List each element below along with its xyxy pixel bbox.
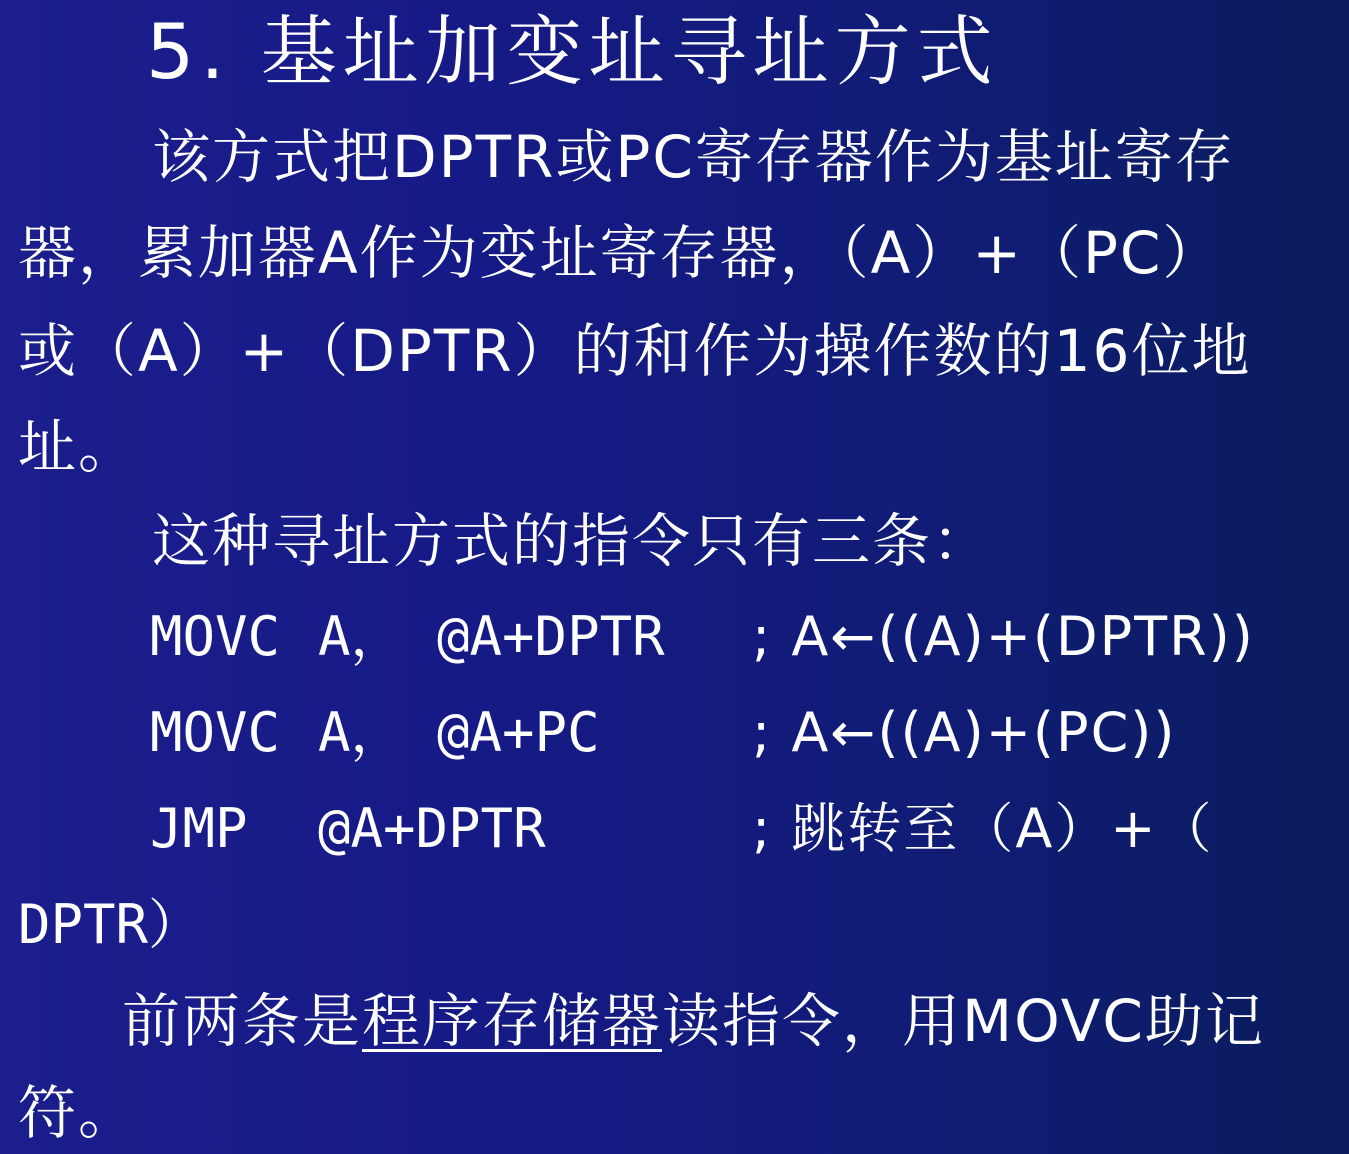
instruction-2-opcode: MOVC (150, 701, 281, 764)
paragraph-line-2: 器，累加器A作为变址寄存器，（A）+（PC） (18, 219, 1223, 287)
instruction-1-opcode: MOVC (150, 605, 281, 668)
program-memory-link[interactable]: 程序存储器 (362, 987, 663, 1055)
paragraph-2-prefix: 前两条是 (122, 987, 363, 1055)
paragraph-line-4: 址。 (18, 413, 139, 481)
instruction-3-operands: @A+DPTR (318, 797, 546, 860)
paragraph-line-3: 或（A）+（DPTR）的和作为操作数的16位地 (18, 317, 1252, 385)
slide-title: 5. 基址加变址寻址方式 (146, 7, 999, 96)
instruction-3-opcode: JMP (150, 797, 248, 860)
paragraph-2-line-1 (122, 987, 1265, 1055)
instruction-3-comment: ; 跳转至（A）+（ (752, 797, 1214, 860)
instruction-1-operands: A， @A+DPTR (318, 605, 665, 668)
instructions-intro: 这种寻址方式的指令只有三条： (152, 507, 993, 575)
paragraph-2-suffix: 读指令，用MOVC助记 (662, 987, 1265, 1055)
instruction-2-comment: ; A←((A)+(PC)) (752, 701, 1177, 764)
paragraph-2-line-2: 符。 (18, 1079, 139, 1147)
instruction-1-comment: ; A←((A)+(DPTR)) (752, 605, 1255, 668)
instruction-3-continuation: DPTR） (18, 893, 203, 956)
paragraph-line-1: 该方式把DPTR或PC寄存器作为基址寄存 (152, 123, 1235, 191)
instruction-2-operands: A， @A+PC (318, 701, 600, 764)
